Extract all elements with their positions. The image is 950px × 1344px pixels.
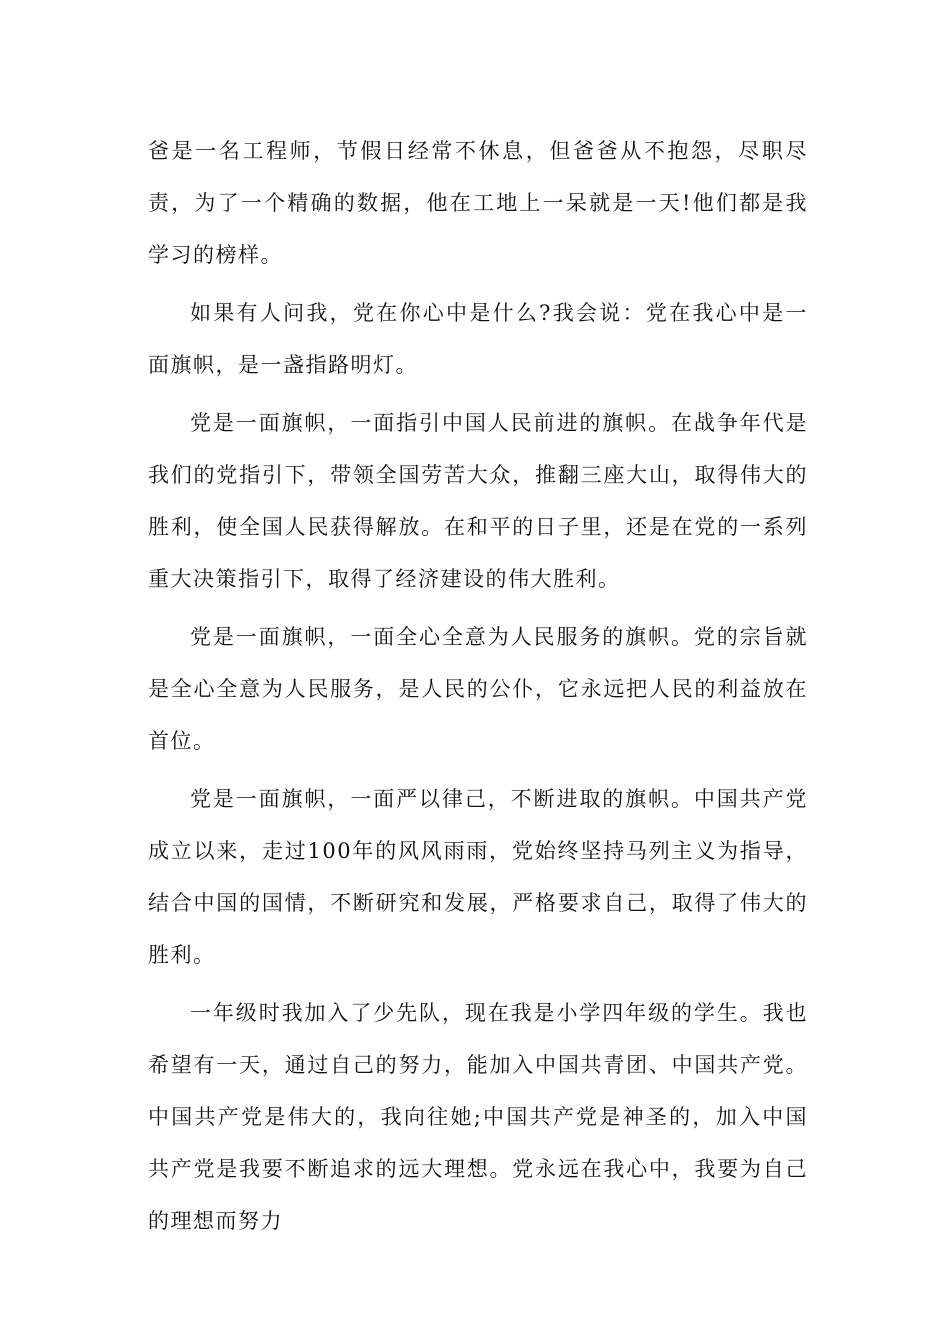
paragraph: 党是一面旗帜，一面严以律己，不断进取的旗帜。中国共产党成立以来，走过100年的风风雨雨，党始终坚持马列主义为指导，结合中国的国情，不断研究和发展，严格要求自己，取得了伟大的胜利。: [148, 787, 808, 967]
paragraph: 一年级时我加入了少先队，现在我是小学四年级的学生。我也希望有一天，通过自己的努力，能加入中国共青团、中国共产党。中国共产党是伟大的，我向往她;中国共产党是神圣的，加入中国共产党是我要不断追求的远大理想。党永远在我心中，我要为自己的理想而努力: [148, 1001, 808, 1233]
paragraph: 如果有人问我，党在你心中是什么?我会说：党在我心中是一面旗帜，是一盏指路明灯。: [148, 301, 808, 377]
document-body: [148, 125, 808, 1253]
paragraph: 党是一面旗帜，一面全心全意为人民服务的旗帜。党的宗旨就是全心全意为人民服务，是人民的公仆，它永远把人民的利益放在首位。: [148, 625, 808, 753]
paragraph-continued: 爸是一名工程师，节假日经常不休息，但爸爸从不抱怨，尽职尽责，为了一个精确的数据，他在工地上一呆就是一天!他们都是我学习的榜样。: [148, 139, 808, 267]
paragraph: 党是一面旗帜，一面指引中国人民前进的旗帜。在战争年代是我们的党指引下，带领全国劳苦大众，推翻三座大山，取得伟大的胜利，使全国人民获得解放。在和平的日子里，还是在党的一系列重大决策指引下，取得了经济建设的伟大胜利。: [148, 411, 808, 591]
